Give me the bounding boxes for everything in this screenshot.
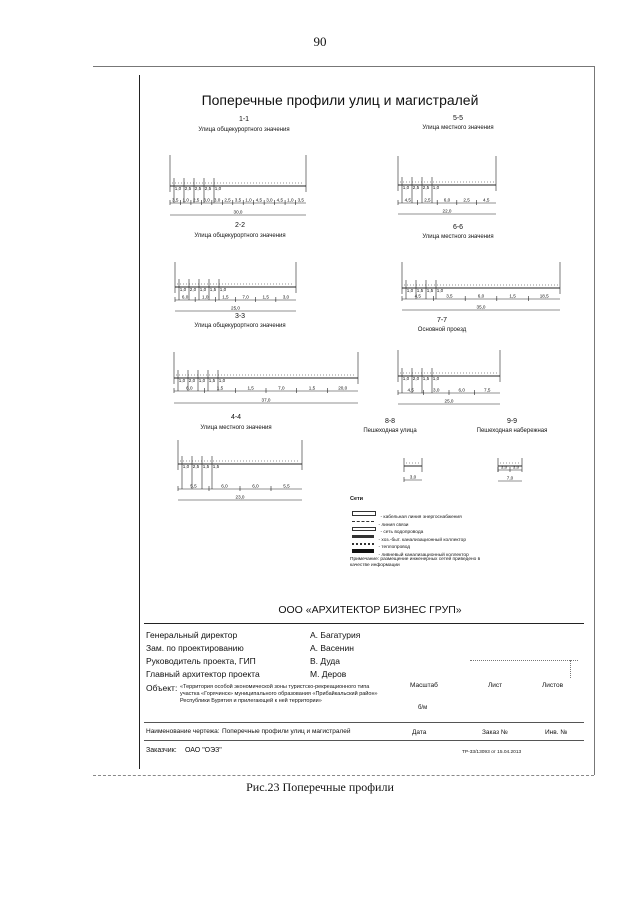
title-block-mid-line (144, 722, 584, 723)
legend (352, 505, 469, 558)
dimension-label: 1,0 (218, 378, 226, 383)
dimension-label: 6,0 (477, 293, 485, 299)
total-dimension-label: 37,0 (261, 397, 271, 403)
legend-item: - хоз.-быт. канализационный коллектор (352, 528, 469, 536)
dimension-label: 2,5 (224, 197, 231, 203)
signatory-role: Руководитель проекта, ГИП (146, 656, 256, 666)
signatory-role: Зам. по проектированию (146, 643, 244, 653)
section-9-name: Пешеходная набережная (476, 428, 548, 434)
dimension-label: 1,5 (262, 294, 269, 300)
date-header: Дата (412, 729, 427, 736)
section-7-number: 7-7 (436, 317, 448, 324)
signatory-name: В. Дуда (310, 656, 340, 666)
total-dimension-label: 25,0 (231, 305, 240, 311)
section-1-number: 1-1 (238, 116, 250, 123)
dimension-label: 4,5 (404, 197, 411, 203)
dimension-label: 3,5 (297, 197, 304, 203)
dimension-label: 3,5 (446, 293, 453, 299)
dimension-label: 1,0 (174, 186, 182, 191)
section-7-name: Основной проезд (417, 327, 467, 333)
dimension-label: 3,0 (512, 464, 520, 470)
dimension-label: 1,5 (222, 294, 229, 300)
legend-title: Сети (350, 496, 364, 502)
dimension-label: 2,5 (424, 197, 431, 203)
dimension-label: 1,0 (432, 185, 440, 190)
total-dimension-label: 35,0 (476, 304, 486, 310)
sheet-header: Лист (488, 682, 503, 689)
dimension-label: 1,5 (202, 464, 210, 469)
dimension-label: 6,0 (458, 387, 465, 393)
section-3-name: Улица общекурортного значения (194, 323, 286, 329)
dimension-label: 6,0 (443, 197, 451, 203)
dimension-label: 1,0 (432, 376, 440, 381)
total-dimension-label: 30,0 (233, 209, 243, 215)
dimension-label: 3,0 (500, 464, 508, 470)
drawing-title: Поперечные профили улиц и магистралей (201, 92, 479, 108)
dimension-label: 1,5 (247, 385, 254, 391)
dimension-label: 2,5 (412, 185, 420, 190)
sign-line-vertical (570, 660, 571, 678)
page-number: 90 (313, 34, 327, 49)
dimension-label: 1,5 (208, 378, 216, 383)
legend-note: Примечание: размещение инженерных сетей приведено в качестве информации (350, 557, 481, 568)
dimension-label: 2,5 (192, 464, 200, 469)
legend-item: - кабельная линия энергоснабжения (352, 505, 469, 513)
dimension-label: 1,0 (245, 197, 252, 203)
dimension-label: 1,0 (219, 287, 227, 292)
dimension-label: 6,0 (252, 483, 259, 489)
drawing-name-label: Наименование чертежа: (146, 728, 220, 735)
dimension-label: 1,5 (212, 464, 220, 469)
signatory-name: М. Деров (310, 669, 347, 679)
signatory-name: А. Васенин (310, 643, 354, 653)
section-4-name: Улица местного значения (200, 425, 272, 431)
dimension-label: 2,0 (189, 287, 197, 292)
dimension-label: 1,0 (214, 186, 222, 191)
dimension-label: 1,0 (436, 288, 444, 293)
total-dimension-label: 25,0 (444, 398, 454, 404)
dimension-label: 3,0 (282, 294, 290, 300)
dimension-label: 3,0 (433, 387, 440, 393)
signatory-role: Главный архитектор проекта (146, 669, 260, 679)
dimension-label: 7,0 (278, 385, 285, 391)
section-6-name: Улица местного значения (422, 234, 494, 240)
dimension-label: 1,5 (216, 385, 224, 391)
company-name: ООО «АРХИТЕКТОР БИЗНЕС ГРУП» (278, 604, 462, 616)
dimension-label: 2,5 (422, 185, 430, 190)
dimension-label: 1,0 (402, 376, 410, 381)
inventory-header: Инв. № (545, 729, 568, 736)
section-5-name: Улица местного значения (422, 125, 494, 131)
dimension-label: 4,5 (483, 197, 490, 203)
order-header: Заказ № (482, 729, 508, 736)
dimension-label: 7,5 (484, 387, 491, 393)
section-4-number: 4-4 (230, 414, 242, 421)
section-3-number: 3-3 (234, 313, 246, 320)
section-2-number: 2-2 (234, 222, 246, 229)
sign-line (470, 660, 578, 661)
dimension-label: 2,0 (412, 376, 420, 381)
section-8-name: Пешеходная улица (363, 428, 417, 434)
object-text: «Территория особой экономической зоны туристско-рекреационного типа участка «Горячинск» муниципального образования «Прибайкальский район» Республики Бурятия и прилегающей к ней территории» (180, 684, 378, 704)
dimension-label: 1,5 (509, 293, 516, 299)
title-block-low-line (144, 740, 584, 741)
legend-item: - теплопровод (352, 535, 469, 543)
client-name: ОАО "ОЭЗ" (185, 747, 222, 754)
order-reference: ТР-33/13093 от 15.04.2013 (462, 750, 522, 755)
dimension-label: 1,0 (198, 378, 206, 383)
dimension-label: 6,0 (221, 483, 228, 489)
dimension-label: 7,0 (242, 294, 249, 300)
section-5-number: 5-5 (452, 115, 464, 122)
sheets-header: Листов (542, 682, 564, 689)
dimension-label: 1,5 (209, 287, 217, 292)
dimension-label: 3,0 (409, 474, 417, 480)
dimension-label: 5,5 (190, 483, 197, 489)
dimension-label: 5,5 (283, 483, 290, 489)
legend-item: - линия связи (352, 513, 469, 521)
dimension-label: 6,0 (181, 294, 189, 300)
figure-caption: Рис.23 Поперечные профили (246, 780, 394, 794)
dimension-label: 3,0 (203, 197, 210, 203)
dimension-label: 2,5 (194, 186, 202, 191)
dimension-label: 18,5 (539, 293, 549, 299)
dimension-label: 1,0 (199, 287, 207, 292)
dimension-label: 1,0 (202, 294, 209, 300)
section-6-number: 6-6 (452, 224, 464, 231)
dimension-label: 2,5 (463, 197, 470, 203)
section-9-number: 9-9 (506, 418, 518, 425)
dimension-label: 4,5 (255, 197, 263, 203)
dimension-label: 1,5 (422, 376, 430, 381)
dimension-label: 1,0 (287, 197, 294, 203)
section-2-name: Улица общекурортного значения (194, 233, 286, 239)
signatory-role: Генеральный директор (146, 630, 238, 640)
dimension-label: 1,5 (426, 288, 434, 293)
dimension-label: 1,0 (179, 287, 187, 292)
client-label: Заказчик: (146, 747, 177, 754)
section-8-number: 8-8 (384, 418, 396, 425)
dimension-label: 1,5 (308, 385, 316, 391)
object-label: Объект: (146, 683, 178, 693)
dimension-label: 20,0 (338, 385, 348, 391)
dimension-label: 3,5 (172, 197, 179, 203)
dimension-label: 4,5 (407, 387, 414, 393)
dimension-label: 2,5 (192, 197, 200, 203)
dimension-label: 6,0 (186, 385, 193, 391)
dimension-label: 4,5 (276, 197, 284, 203)
dimension-label: 2,5 (184, 186, 192, 191)
dimension-label: 2,5 (204, 186, 212, 191)
dimension-label: 3,0 (213, 197, 221, 203)
total-dimension-label: 7,0 (506, 475, 514, 481)
dimension-label: 1,0 (406, 288, 414, 293)
legend-item: - ливневый канализационный коллектор (352, 543, 469, 551)
dimension-label: 1,0 (402, 185, 410, 190)
title-block-top-line (144, 623, 584, 624)
dimension-label: 1,0 (178, 378, 186, 383)
dimension-label: 2,0 (188, 378, 196, 383)
total-dimension-label: 22,0 (442, 208, 452, 214)
dimension-label: 3,0 (266, 197, 273, 203)
dimension-label: 1,5 (416, 288, 424, 293)
dimension-label: 3,5 (234, 197, 242, 203)
dimension-label: 1,0 (182, 464, 190, 469)
signatory-name: А. Багатурия (310, 630, 361, 640)
scale-header: Масштаб (410, 682, 438, 689)
section-1-name: Улица общекурортного значения (198, 127, 290, 133)
total-dimension-label: 23,0 (235, 494, 245, 500)
dimension-label: 1,0 (182, 197, 189, 203)
drawing-name: Поперечные профили улиц и магистралей (222, 728, 351, 735)
dimension-label: 4,5 (414, 293, 421, 299)
legend-item: - сеть водопровода (352, 520, 469, 528)
scale-value: б/м (418, 705, 428, 711)
